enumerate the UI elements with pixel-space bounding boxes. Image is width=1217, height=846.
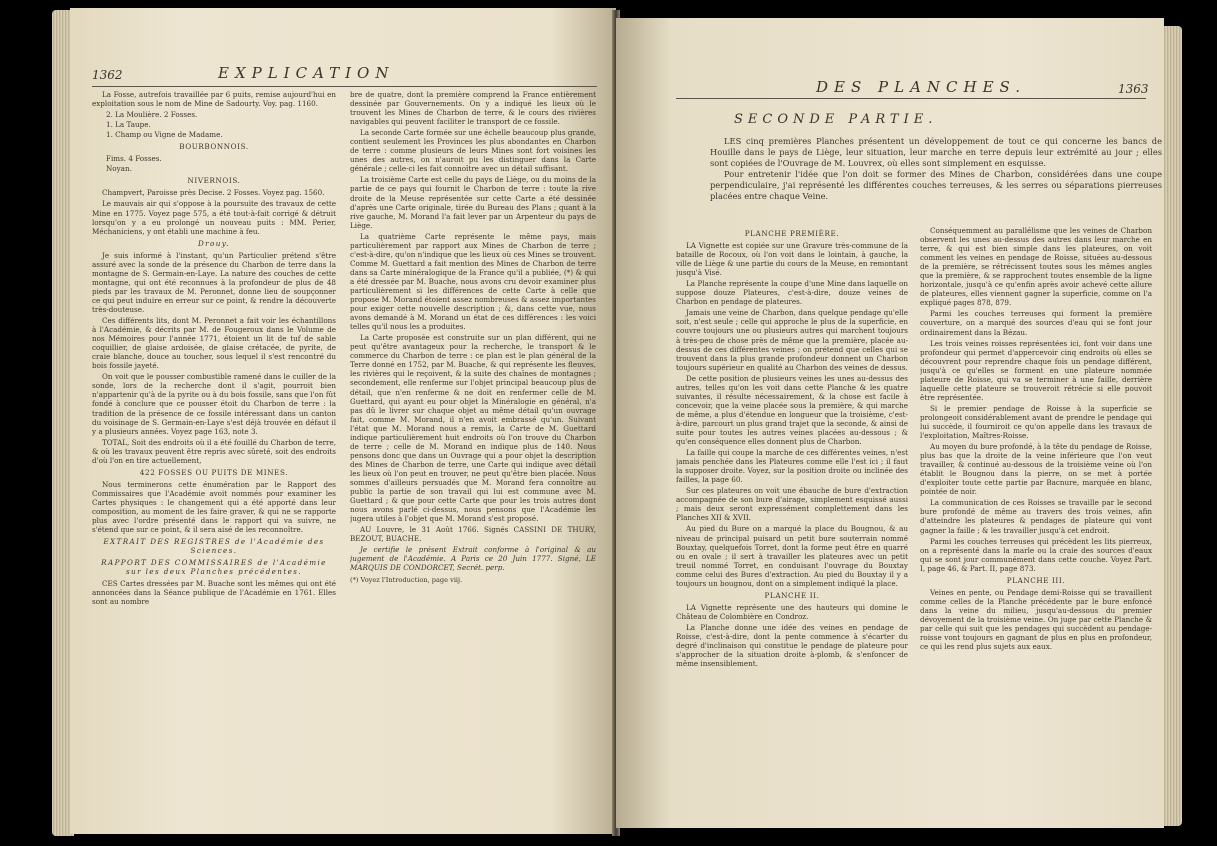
right-page xyxy=(616,18,1164,828)
heading-bourbonnois: BOURBONNOIS. xyxy=(179,142,249,152)
planche-2-paragraph-3: Conséquemment au parallélisme que les veines de Charbon observent les unes au-dessus des autres dans leur marche en terre, & qui est bien simple dans les plateures, on voit comment les veines en pendage de Roisse, situées au-dessous de la première, se rétrécissent toutes sous les mêmes angles que la première, & se rapprochent toutes ensemble de la ligne horizontale, jusqu'à ce qu'enfin après avoir achevé cette allure de plateures, elles viennent gagner la superficie, comme on l'a expliqué pages 878, 879. xyxy=(920,226,1152,308)
planche-1-paragraph-3: Jamais une veine de Charbon, dans quelque pendage qu'elle soit, n'est seule ; celle qui approche le plus de la superficie, en couvre toujours une ou plusieurs autres qui marchent toujours à très-peu de chose près de même que la première, placée au-dessus de ces différentes veines ; on prétend que celles qui se trouvent dans la plus grande profondeur donnent un Charbon toujours supérieur en qualité au Charbon des veines de dessus. xyxy=(676,308,908,372)
planche-1-paragraph-5: La faille qui coupe la marche de ces différentes veines, n'est jamais penchée dans les Plateures comme elle l'est ici ; il faut la supposer droite. Voyez, sur la position droite ou inclinée des failles, la page 60. xyxy=(676,448,908,485)
planche-2-paragraph-8: La communication de ces Roisses se travaille par le second bure profondé de même au travers des trois veines, afin d'atteindre les plateures & pendages de plateure qui vont gagner la faille ; & les travailler jusqu'à cet endroit. xyxy=(920,498,1152,535)
drouy-label: Drouy. xyxy=(198,238,230,248)
bourbonnois-line-2: Noyan. xyxy=(106,164,132,174)
planche-1-paragraph-6: Sur ces plateures on voit une ébauche de bure d'extraction accompagnée de son bure d'airage, simplement esquissé aussi ; mais deux seront expressément complettement dans les Planches XII & XVII. xyxy=(676,486,908,523)
intro-paragraph-1: LES cinq premières Planches présentent un développement de tout ce qui concerne les bancs de Houille dans le pays de Liège, leur situation, leur marche en terre depuis leur extrémité au jour ; elles sont copiées de l'Ouvrage de M. Louvrex, où elles sont simplement en esquisse. xyxy=(710,136,1162,168)
planche-1-paragraph-1: LA Vignette est copiée sur une Gravure très-commune de la bataille de Rocoux, où l'on voit dans le lointain, à gauche, la ville de Liège & une partie du cours de la Meuse, en remontant jusqu'à Visé. xyxy=(676,241,908,278)
intro-paragraph-2: Pour entretenir l'idée que l'on doit se former des Mines de Charbon, considérées dans une coupe perpendiculaire, j'ai représenté les différentes couches terreuses, & les serres ou séparations pierreuses placées entre chaque Veine. xyxy=(710,169,1162,201)
planche-2-paragraph-1: LA Vignette représente une des hauteurs qui domine le Château de Colombière en Condroz. xyxy=(676,602,908,621)
certification: Je certifie le présent Extrait conforme à l'original & au jugement de l'Académie. A Paris ce 20 Juin 1777. Signé, LE MARQUIS DE CONDORCET, Secrét. perp. xyxy=(350,545,596,573)
left-running-head: EXPLICATION xyxy=(218,64,395,82)
footnote: (*) Voyez l'Introduction, page viij. xyxy=(350,576,463,585)
heading-nivernois: NIVERNOIS. xyxy=(187,176,241,186)
cartes-paragraph-5: La Carte proposée est construite sur un plan différent, qui ne peut qu'être avantageux pour la recherche, le transport & le commerce du Charbon de terre : ce plan est le plan général de la Terre donné en 1752, par M. Buache, & qui représente les fleuves, les rivières qui le reçoivent, & la suite des chaînes de montagnes ; secondement, elle renferme sur l'objet principal beaucoup plus de détail, que n'en renferme & ne doit en renfermer celle de M. Guettard, qui ayant eu pour objet la Minéralogie en général, n'a pas dû le livrer sur chaque objet au même détail qu'un ouvrage fait, comme M. Morand, il n'en avoit embrassé qu'un. Suivant l'état que M. Morand nous a remis, la Carte de M. Guettard indique particulièrement huit endroits où l'on trouve du Charbon de terre ; celle de M. Morand en indique plus de 140. Nous pensons donc que dans un Ouvrage qui a pour objet la description des Mines de Charbon de terre, une Carte qui indique avec détail les lieux où l'on peut en trouver, ne peut qu'être bien placée. Nous sommes d'ailleurs persuadés que M. Morand fera connoître au public la partie de son travail qui lui est commune avec M. Guettard ; & que pour cette Carte que pour les trois autres dont nous avons parlé ci-dessus, nous pensons que l'Académie les jugera utiles à l'objet que M. Morand s'est proposé. xyxy=(350,333,596,524)
planche-2-paragraph-7: Au moyen du bure profondé, à la tête du pendage de Roisse, plus bas que la droite de la veine inférieure que l'on veut travailler, & continué au-dessous de la troisième veine où l'on établit le Bougnou dans la pierre, on se met à portée d'exploiter toute cette partie par Bacnure, marquée en blanc, pointée de noir. xyxy=(920,442,1152,497)
entry-mouliere: 2. La Moulière. 2 Fosses. xyxy=(106,110,198,120)
right-head-rule xyxy=(676,98,1146,99)
cartes-paragraph-4: La quatrième Carte représente le même pays, mais particulièrement par rapport aux Mines de Charbon de terre ; c'est-à-dire, qu'on n'indique que les lieux où ces Mines se trouvent. Comme M. Guettard a fait mention des Mines de Charbon de terre dans sa Carte minéralogique de la France qu'il a publiée, (*) & qui a été dressée par M. Buache, nous avons cru devoir examiner plus particulièrement si les différences de cette Carte à celle que propose M. Morand étoient assez nombreuses & assez importantes pour exiger cette nouvelle description ; &, dans cette vue, nous avons demandé à M. Morand un état de ces différences : les voici telles qu'il nous les a produites. xyxy=(350,231,596,332)
right-column-1 xyxy=(676,226,908,826)
planche-2-paragraph-6: Si le premier pendage de Roisse à la superficie se prolongeoit considérablement avant de prendre le pendage qui lui succède, il fourniroit ce qu'on appelle dans les travaux de l'exploitation, Maîtres-Roisse. xyxy=(920,403,1152,441)
cartes-paragraph-2: La seconde Carte formée sur une échelle beaucoup plus grande, contient seulement les Provinces les plus abondantes en Charbon de terre : comme plusieurs de leurs Mines sont fort voisines les unes des autres, on n'auroit pu les distinguer dans la Carte générale ; celle-ci les fait connoître avec un détail suffisant. xyxy=(350,128,596,174)
planche-2-paragraph-4: Parmi les couches terreuses qui forment la première couverture, on a marqué des sources d'eau qui se font jour ordinairement dans la Bézau. xyxy=(920,309,1152,337)
left-page-number: 1362 xyxy=(92,68,123,82)
planche-2-paragraph-9: Parmi les couches terreuses qui précèdent les lits pierreux, on a représenté dans la marle ou la craie des sources d'eaux qui se sont jour communément dans cette couche. Voyez Part. I, page 46, & Part. II, page 873. xyxy=(920,536,1152,573)
nivernois-paragraph-1: Champvert, Paroisse près Decise. 2 Fosses. Voyez pag. 1560. xyxy=(102,188,325,198)
planche-3-title: PLANCHE III. xyxy=(1006,575,1066,585)
right-column-2 xyxy=(920,226,1152,826)
entry-fosse: La Fosse, autrefois travaillée par 6 puits, remise aujourd'hui en exploitation sous le nom de Mine de Sadourty. Voy. pag. 1160. xyxy=(92,90,336,109)
planche-1-paragraph-2: La Planche représente la coupe d'une Mine dans laquelle on suppose douze Plateures, c'est-à-dire, douze veines de Charbon en pendage de plateures. xyxy=(676,279,908,307)
bourbonnois-line-1: Fims. 4 Fosses. xyxy=(106,154,162,164)
total-paragraph: TOTAL, Soit des endroits où il a été fouillé du Charbon de terre, & où les travaux peuvent être repris avec sûreté, soit des endroits d'où l'on en tire actuellement, xyxy=(92,437,336,465)
cartes-paragraph-3: La troisième Carte est celle du pays de Liège, ou du moins de la partie de ce pays qui fournit le Charbon de terre : toute la rive droite de la Meuse représentée sur cette Carte a été dessinée d'après une Carte originale, tirée du Bureau des Plans ; quant à la rive gauche, M. Morand l'a fait lever par un Arpenteur du pays de Liège. xyxy=(350,175,596,230)
section-title: SECONDE PARTIE. xyxy=(734,112,938,127)
planche-2-paragraph-5: Les trois veines roisses représentées ici, font voir dans une profondeur qui permet d'appercevoir cinq endroits où elles se découvrent pour reprendre chaque fois un pendage différent, jusqu'à ce qu'elles se forment en une plateure nommée plateure de Roisse, qui va se terminer à une faille, derrière laquelle cette plateure se trouveroit rétrécie si elle pouvoit être représentée. xyxy=(920,338,1152,402)
planche-3-paragraph-1: Veines en pente, ou Pendage demi-Roisse qui se travaillent comme celles de la Planche précédente par le bure enfoncé dans la veine du milieu, jusqu'au-dessous du premier dévoyement de la troisième veine. On juge par cette Planche & par celle qui suit que les pendages qui succèdent au pendage-roisse vont toujours en gagnant de plus en plus en profondeur, ce qui les rend plus sujets aux eaux. xyxy=(920,587,1152,652)
planche-1-paragraph-7: Au pied du Bure on a marqué la place du Bougnou, & au niveau de principal puisard un petit bure souterrain nommé Bouxtay, quelquefois Torret, dont la forme peut être en quarré ou en ovale ; il sert à travailler les plateures avec un petit treuil nommé Torret, en conduisant l'ouvrage du Bouxtay comme celui des Bures d'extraction. Au pied du Bouxtay il y a toujours un bougnou, dont on a simplement indiqué la place. xyxy=(676,524,908,588)
left-page xyxy=(70,8,616,834)
cartes-paragraph-1: bre de quatre, dont la première comprend la France entièrement dessinée par Gouvernements. On y a indiqué les lieux où le trouvent les Mines de Charbon de terre, & le cours des rivières navigables qui peuvent faciliter le transport de ce fossile. xyxy=(350,90,596,127)
right-running-head: DES PLANCHES. xyxy=(816,78,1027,96)
nous-paragraph: Nous terminerons cette énumération par le Rapport des Commissaires que l'Académie avoit nommés pour examiner les Cartes physiques : le changement qui a été apporté dans leur composition, au moment de les faire graver, & qui ne se rapporte plus avec l'ordre présenté dans le rapport qui va suivre, ne s'étend que sur ce point, & il sera aisé de les reconnoître. xyxy=(92,479,336,535)
planche-2-title: PLANCHE II. xyxy=(764,590,820,600)
intro-block xyxy=(710,136,1162,202)
rapport-heading: RAPPORT DES COMMISSAIRES de l'Académie sur les deux Planches précédentes. xyxy=(101,558,327,577)
left-column-1 xyxy=(92,90,336,830)
on-voit-paragraph: On voit que le pousser combustible ramené dans le cuiller de la sonde, lors de la recherche dont il s'agit, pourroit bien n'appartenir qu'à de la pyrite ou à du bois fossile, sans que l'on fût fondé à conclure que ce pousser étoit du Charbon de terre : la tradition de la présence de ce fossile intéressant dans un canton du voisinage de S. Germain-en-Laye s'est déjà trouvée en défaut il y a plusieurs années. Voyez page 163, note 3. xyxy=(92,372,336,436)
entry-champ: 1. Champ ou Vigne de Madame. xyxy=(106,130,223,140)
louvre-date: AU Louvre, le 31 Août 1766. Signés CASSINI DE THURY, BEZOUT, BUACHE. xyxy=(350,525,596,544)
left-column-2 xyxy=(350,90,596,830)
drouy-paragraph: Je suis informé à l'instant, qu'un Particulier prétend s'être assuré avec la sonde de la présence du Charbon de terre dans la montagne de S. Germain-en-Laye. La nature des couches de cette montagne, qui ont été reconnues à la profondeur de plus de 48 pieds par les travaux de M. Peronnet, donne lieu de soupçonner ce qui peut induire en erreur sur ce point, & rendre la découverte très-douteuse. xyxy=(92,250,336,314)
left-head-rule xyxy=(92,86,597,87)
planche-2-paragraph-2: La Planche donne une idée des veines en pendage de Roisse, c'est-à-dire, dont la pente commence à s'écarter du degré d'inclinaison qui constitue le pendage de plateure pour s'approcher de la situation droite à-plomb, & s'enfoncer de même insensiblement. xyxy=(676,622,908,669)
ces-cartes-paragraph: CES Cartes dressées par M. Buache sont les mêmes qui ont été annoncées dans la Séance publique de l'Académie en 1761. Elles sont au nombre xyxy=(92,579,336,607)
nivernois-paragraph-2: Le mauvais air qui s'oppose à la poursuite des travaux de cette Mine en 1775. Voyez page 575, a été tout-à-fait corrigé & détruit lorsqu'on y a eu prolongé un nouveau puits : MM. Perier, Méchaniciens, y ont établi une machine à feu. xyxy=(92,199,336,236)
planche-1-paragraph-4: De cette position de plusieurs veines les unes au-dessus des autres, telles qu'on les voit dans cette Planche & les quatre suivantes, il résulte nécessairement, & la chose est facile à concevoir, que la veine placée sous la première, & qui marche de même, a plus d'étendue en longueur que la troisième, c'est-à-dire, parcourt un plus grand trajet que la seconde, & ainsi de suite pour toutes les autres veines placées au-dessous ; & qu'en conséquence elles donnent plus de Charbon. xyxy=(676,373,908,447)
extrait-heading: EXTRAIT DES REGISTRES de l'Académie des Sciences. xyxy=(103,537,325,556)
planche-1-title: PLANCHE PREMIÈRE. xyxy=(744,229,840,238)
total-line: 422 FOSSES OU PUITS DE MINES. xyxy=(139,467,289,477)
entry-taupe: 1. La Taupe. xyxy=(106,120,151,130)
ces-paragraph: Ces différents lits, dont M. Peronnet a fait voir les échantillons à l'Académie, & décrits par M. de Fougeroux dans le Volume de nos Mémoires pour l'année 1771, étoient un lit de tuf de sable coquillier, de glaise ardoisée, de glaise crétacée, de pyrite, de craie blanche, douce au toucher, sous lequel il s'est rencontré du bois fossile jayeté. xyxy=(92,316,336,371)
right-page-number: 1363 xyxy=(1118,82,1149,96)
